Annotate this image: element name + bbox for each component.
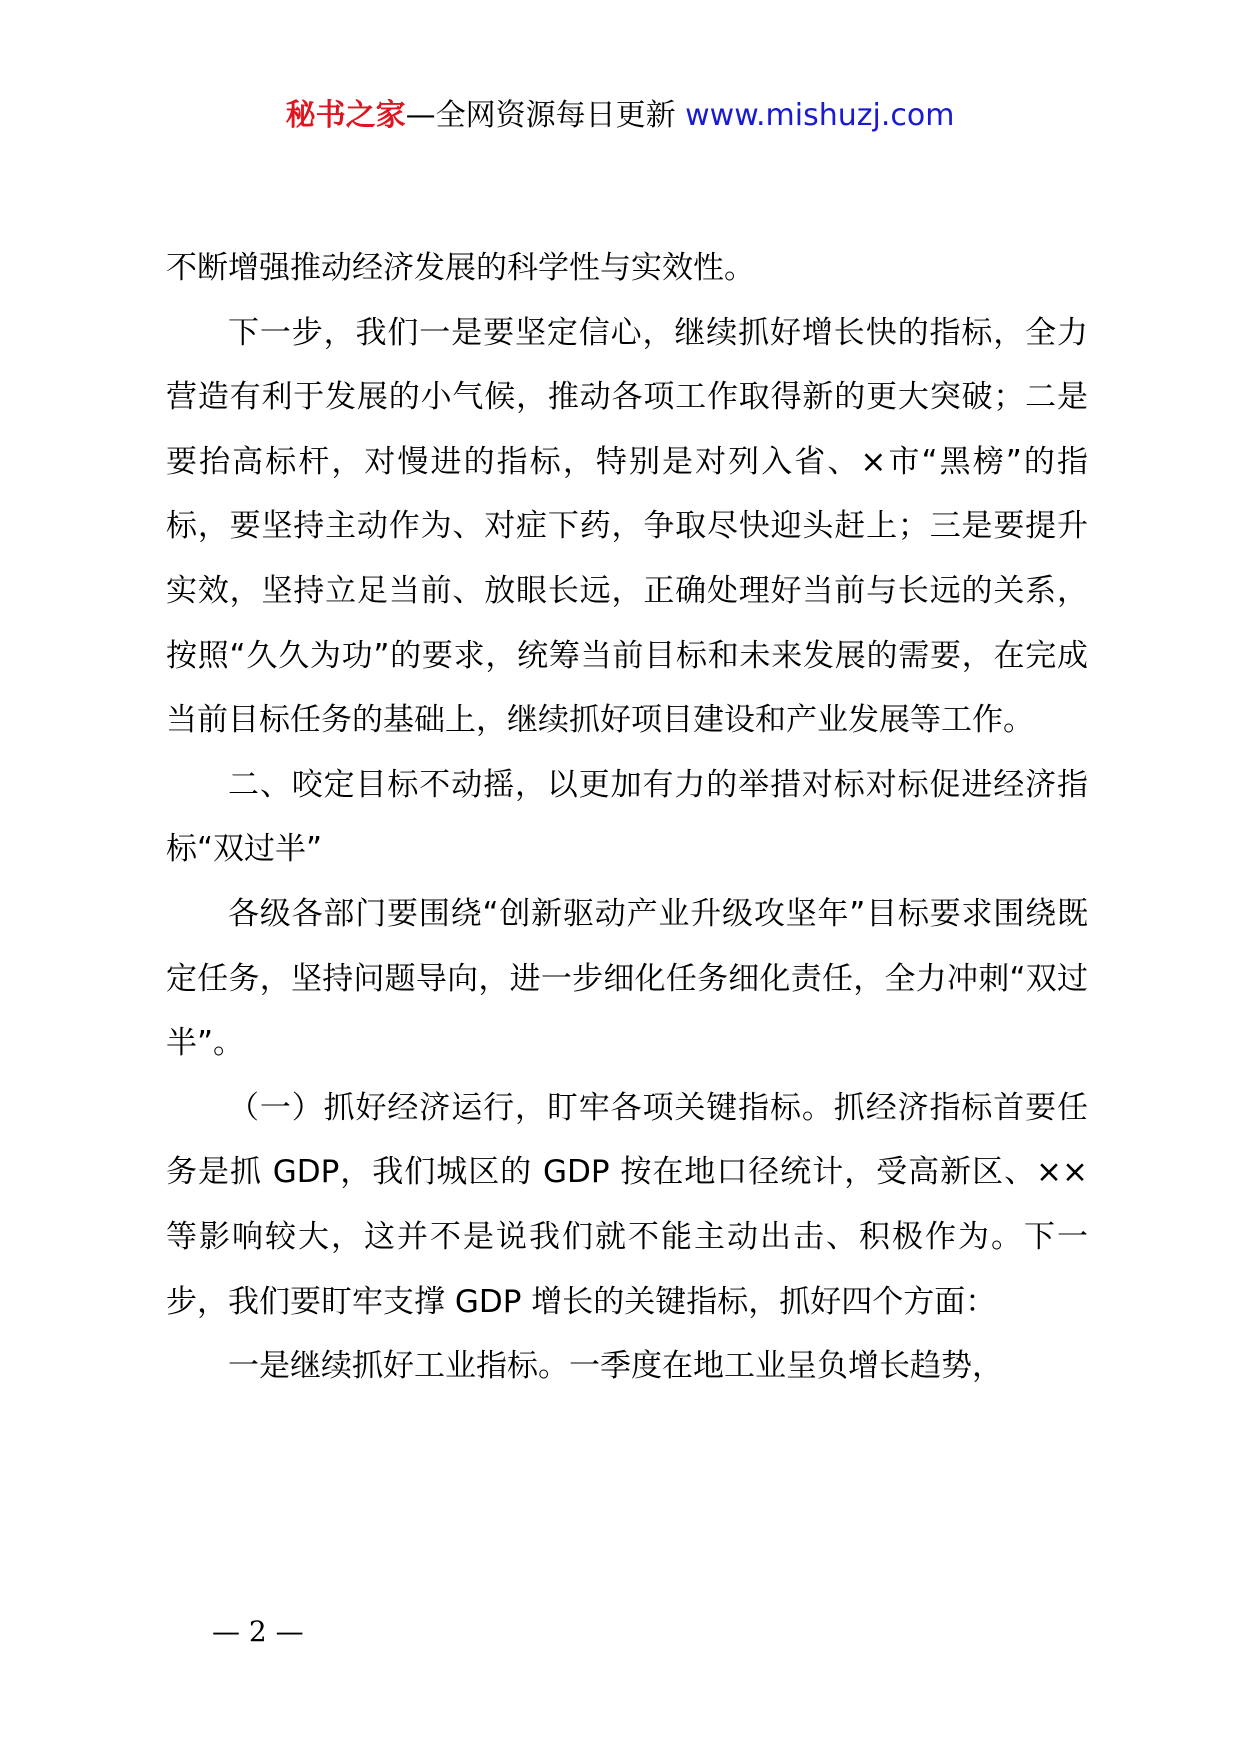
paragraph-industry: 一是继续抓好工业指标。一季度在地工业呈负增长趋势， <box>228 1348 1003 1385</box>
paragraph-continuation: 不断增强推动经济发展的科学性与实效性。 <box>166 250 755 286</box>
paragraph-departments: 各级各部门要围绕“创新驱动产业升级攻坚年”目标要求围绕既定任务，坚持问题导向，进一步细化任务细化责任，全力冲刺“双过半”。 <box>166 895 1088 1062</box>
page-header <box>0 96 1240 136</box>
header-tagline: —全网资源每日更新 <box>405 98 676 133</box>
paragraph-next-steps: 下一步，我们一是要坚定信心，继续抓好增长快的指标，全力营造有利于发展的小气候，推动各项工作取得新的更大突破；二是要抬高标杆，对慢进的指标，特别是对列入省、×市“黑榜”的指标，要坚持主动作为、对症下药，争取尽快迎头赶上；三是要提升实效，坚持立足当前、放眼长远，正确处理好当前与长远的关系，按照“久久为功”的要求，统筹当前目标和未来发展的需要，在完成当前目标任务的基础上，继续抓好项目建设和产业发展等工作。 <box>166 314 1088 739</box>
header-site-link[interactable]: www.mishuzj.com <box>685 98 955 133</box>
paragraph-economic-operation: （一）抓好经济运行，盯牢各项关键指标。抓经济指标首要任务是抓 GDP，我们城区的 GDP 按在地口径统计，受高新区、××等影响较大，这并不是说我们就不能主动出击、积极作为。下一步，我们要盯牢支撑 GDP 增长的关键指标，抓好四个方面： <box>166 1089 1088 1320</box>
header-brand: 秘书之家 <box>285 98 406 133</box>
section-heading-two: 二、咬定目标不动摇，以更加有力的举措对标对标促进经济指标“双过半” <box>166 766 1088 868</box>
page-number: — 2 — <box>212 1615 304 1648</box>
document-body <box>166 236 1088 1399</box>
